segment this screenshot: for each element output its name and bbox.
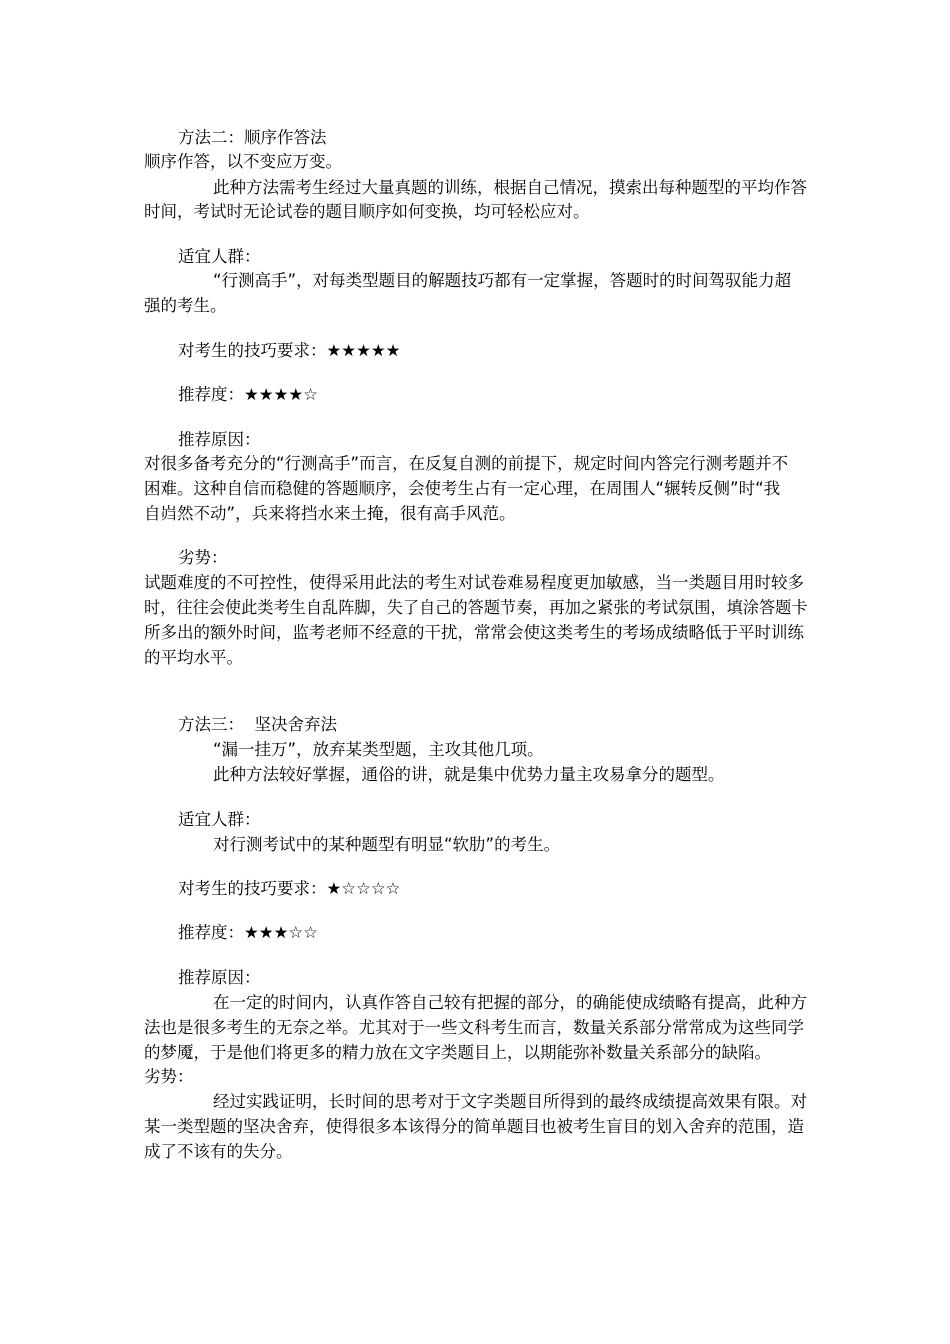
method2-subtitle: 顺序作答，以不变应万变。 <box>144 152 342 171</box>
method2-suitable-label: 适宜人群： <box>178 247 261 266</box>
method3-heading: 方法三： 坚决舍弃法 <box>178 715 337 734</box>
method3-desc-line1: 此种方法较好掌握，通俗的讲，就是集中优势力量主攻易拿分的题型。 <box>213 765 725 784</box>
method3-weak-line2: 某一类型题的坚决舍弃，使得很多本该得分的简单题目也被考生盲目的划入舍弃的范围，造 <box>144 1117 804 1136</box>
method2-weak-label: 劣势： <box>178 548 228 567</box>
method2-heading: 方法二：顺序作答法 <box>178 128 327 147</box>
method2-weak-line4: 的平均水平。 <box>144 648 243 667</box>
method3-reason-label: 推荐原因： <box>178 968 261 987</box>
method3-weak-line1: 经过实践证明，长时间的思考对于文字类题目所得到的最终成绩提高效果有限。对 <box>213 1092 807 1111</box>
method2-weak-line1: 试题难度的不可控性，使得采用此法的考生对试卷难易程度更加敏感，当一类题目用时较多 <box>144 573 804 592</box>
method2-recommend-rating: 推荐度：★★★★☆ <box>178 385 318 404</box>
method2-weak-line2: 时，往往会使此类考生自乱阵脚，失了自己的答题节奏，再加之紧张的考试氛围，填涂答题卡 <box>144 598 808 617</box>
method2-suitable-line1: “行测高手”，对每类型题目的解题技巧都有一定掌握，答题时的时间驾驭能力超 <box>213 271 792 290</box>
method3-skill-requirement: 对考生的技巧要求：★☆☆☆☆ <box>178 879 401 898</box>
method2-reason-line1: 对很多备考充分的“行测高手”而言，在反复自测的前提下，规定时间内答完行测考题并不 <box>144 454 789 473</box>
method3-recommend-rating: 推荐度：★★★☆☆ <box>178 923 318 942</box>
method2-reason-line2: 困难。这种自信而稳健的答题顺序，会使考生占有一定心理，在周围人“辗转反侧”时“我 <box>144 479 781 498</box>
method3-suitable-label: 适宜人群： <box>178 810 261 829</box>
method2-reason-line3: 自岿然不动”，兵来将挡水来土掩，很有高手风范。 <box>144 504 516 523</box>
method2-desc-line2: 时间，考试时无论试卷的题目顺序如何变换，均可轻松应对。 <box>144 202 590 221</box>
method2-suitable-line2: 强的考生。 <box>144 296 227 315</box>
method3-reason-line1: 在一定的时间内，认真作答自己较有把握的部分，的确能使成绩略有提高，此种方 <box>213 993 807 1012</box>
method3-reason-line3: 的梦魇，于是他们将更多的精力放在文字类题目上，以期能弥补数量关系部分的缺陷。 <box>144 1043 771 1062</box>
method3-reason-line2: 法也是很多考生的无奈之举。尤其对于一些文科考生而言，数量关系部分常常成为这些同学 <box>144 1018 804 1037</box>
method2-weak-line3: 所多出的额外时间，监考老师不经意的干扰，常常会使这类考生的考场成绩略低于平时训练 <box>144 623 804 642</box>
method2-desc-line1: 此种方法需考生经过大量真题的训练，根据自己情况，摸索出每种题型的平均作答 <box>213 178 807 197</box>
method3-subtitle: “漏一挂万”，放弃某类型题，主攻其他几项。 <box>213 740 544 759</box>
method2-skill-requirement: 对考生的技巧要求：★★★★★ <box>178 341 401 360</box>
method3-weak-label: 劣势： <box>144 1067 194 1086</box>
method2-reason-label: 推荐原因： <box>178 430 261 449</box>
method3-weak-line3: 成了不该有的失分。 <box>144 1142 293 1161</box>
method3-suitable-line1: 对行测考试中的某种题型有明显“软肋”的考生。 <box>213 835 561 854</box>
